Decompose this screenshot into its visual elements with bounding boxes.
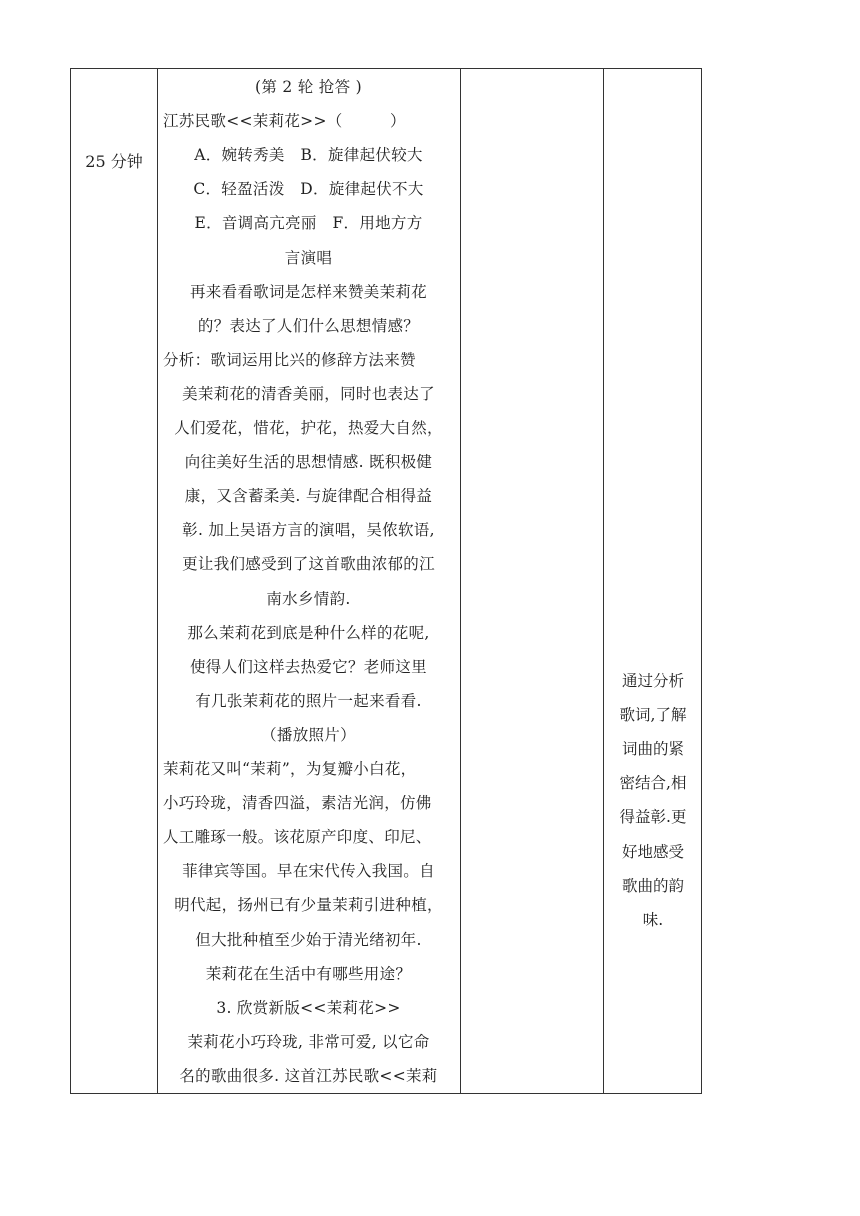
content-line: 康，又含蓄柔美. 与旋律配合相得益 — [184, 487, 433, 506]
notes-column — [603, 69, 703, 1093]
content-line: 茉莉花在生活中有哪些用途？ — [205, 964, 412, 983]
content-line: 小巧玲珑，清香四溢，素洁光润，仿佛 — [163, 794, 432, 813]
content-line: 使得人们这样去热爱它？老师这里 — [189, 657, 427, 676]
content-line: 南水乡情韵. — [266, 589, 351, 608]
content-line: 江苏民歌<<茉莉花>>（ ） — [163, 112, 406, 131]
content-line: 那么茉莉花到底是种什么样的花呢, — [187, 623, 430, 642]
time-cell: 25 分钟 — [85, 152, 143, 171]
column-divider — [460, 69, 461, 1093]
content-line: 彰. 加上吴语方言的演唱，吴侬软语, — [182, 521, 435, 540]
content-line: 菲律宾等国。早在宋代传入我国。自 — [182, 862, 435, 881]
note-line: 通过分析 — [621, 672, 684, 690]
content-line: 分析：歌词运用比兴的修辞方法来赞 — [163, 350, 416, 369]
content-line: 言演唱 — [284, 248, 333, 267]
content-line: 3. 欣赏新版<<茉莉花>> — [216, 998, 401, 1017]
note-line: 歌曲的韵 — [621, 876, 684, 895]
note-line: 味. — [642, 910, 664, 929]
content-line: 明代起，扬州已有少量茉莉引进种植， — [174, 896, 443, 915]
content-line: （播放照片） — [261, 725, 356, 744]
content-line: 有几张茉莉花的照片一起来看看. — [195, 691, 422, 710]
content-line: 向往美好生活的思想情感. 既积极健 — [184, 453, 433, 472]
content-line: 美茉莉花的清香美丽，同时也表达了 — [182, 384, 435, 403]
note-line: 得益彰.更 — [619, 808, 687, 827]
content-line: 但大批种植至少始于清光绪初年. — [195, 930, 422, 949]
content-line: (第 2 轮 抢答 ) — [255, 78, 362, 96]
content-line: 茉莉花又叫“茉莉”，为复瓣小白花， — [163, 760, 417, 778]
content-line: 的？表达了人们什么思想情感？ — [197, 316, 420, 335]
note-line: 好地感受 — [621, 842, 684, 861]
content-line: A．婉转秀美 B．旋律起伏较大 — [194, 146, 423, 165]
content-line: 更让我们感受到了这首歌曲浓郁的江 — [182, 555, 435, 574]
content-line: 茉莉花小巧玲珑, 非常可爱, 以它命 — [187, 1032, 430, 1051]
content-column — [157, 69, 460, 1093]
content-line: 再来看看歌词是怎样来赞美茉莉花 — [189, 282, 427, 301]
content-line: 人工雕琢一般。该花原产印度、印尼、 — [163, 828, 432, 847]
lesson-plan-table — [70, 68, 702, 1094]
content-line: 名的歌曲很多. 这首江苏民歌<<茉莉 — [179, 1066, 438, 1085]
content-line: E．音调高亢亮丽 F．用地方方 — [194, 214, 423, 233]
content-line: 人们爱花，惜花，护花，热爱大自然， — [174, 419, 443, 437]
time-column — [71, 69, 157, 1093]
note-line: 歌词,了解 — [619, 706, 687, 725]
note-line: 密结合,相 — [619, 774, 687, 793]
note-line: 词曲的紧 — [621, 740, 684, 759]
content-line: C．轻盈活泼 D．旋律起伏不大 — [193, 180, 424, 199]
